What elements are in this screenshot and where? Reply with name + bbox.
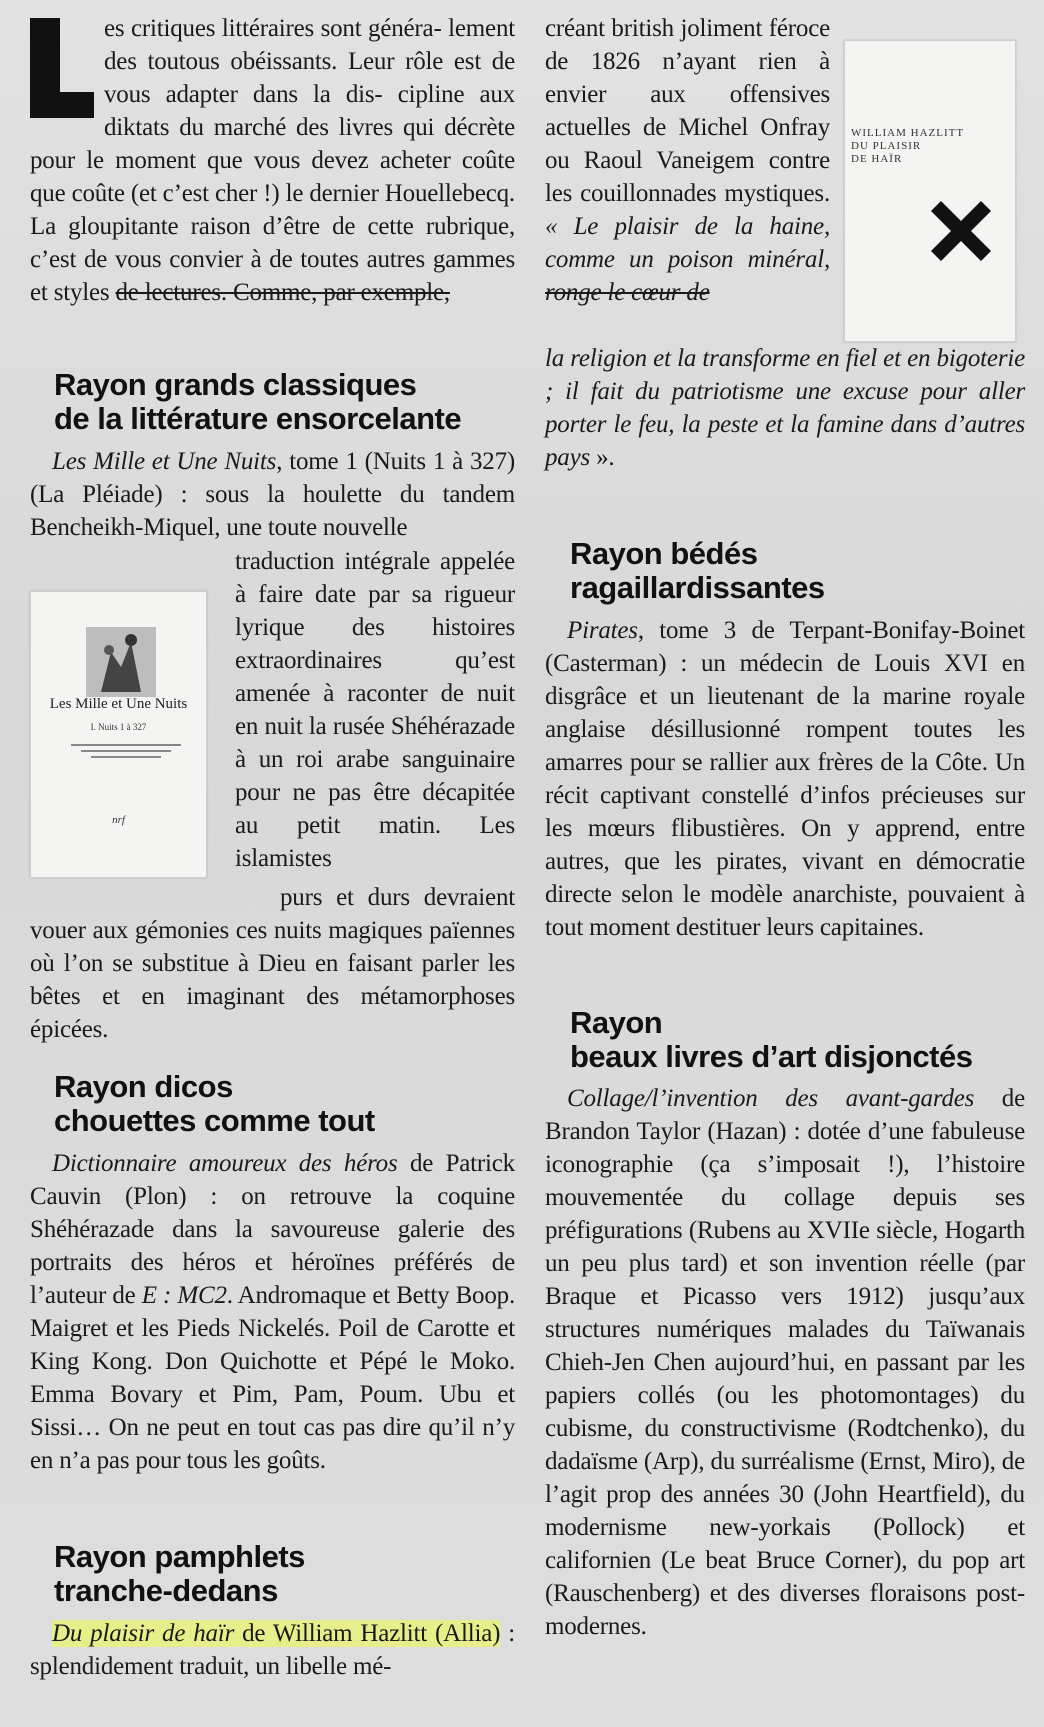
mille-nuits-book-cover <box>30 591 207 878</box>
right-quote-continued: la religion et la transforme en fiel et en bigoterie ; il fait du patriotisme une excuse pour aller porter le feu, la peste et la famine dans d’autres pays ». <box>545 345 1025 471</box>
intro-body: cipline aux diktats du marché des livres qui décrète pour le moment que vous devez acheter coûte que coûte (et c’est cher !) le dernier Houellebecq. La gloupitante raison d’être de cette rubrique, c’est de vous convier à de toutes autres gammes et styles <box>30 81 515 306</box>
section-art-body: Collage/l’invention des avant-gardes de Brandon Taylor (Hazan) : dotée d’une fabuleuse iconographie (ça s’imposait !), l’histoire mouvementée du collage depuis ses préfigurations (Rubens au XVIIe siècle, Hogarth un peu plus tard) et son invention réelle (par Braque et Picasso vers 1912) jusqu’aux structures numériques malades du Taïwanais Chieh-Jen Chen aujourd’hui, en passant par les papiers collés (ou les photomontages) du cubisme, du constructivisme (Rodtchenko), du dadaïsme (Arp), du surréalisme (Ernst, Miro), de l’agit prop des années 30 (John Heartfield), du modernisme new-yorkais (Pollock) et californien (Le beat Bruce Corner), du pop art (Rauschenberg) et des diverses floraisons post-modernes. <box>545 1085 1026 1640</box>
intro-paragraph <box>30 12 515 309</box>
intro-struck-text: de lectures. Comme, par exemple, <box>115 279 450 306</box>
cover-author-title: WILLIAM HAZLITT DU PLAISIR DE HAÏR <box>851 127 965 165</box>
section-dicos-body: Dictionnaire amoureux des héros de Patrick Cauvin (Plon) : on retrouve la coquine Shéhérazade dans la savoureuse galerie des portraits des héros et héroïnes préférés de l’auteur de E : MC2. Andromaque et Betty Boop. Maigret et les Pieds Nickelés. Poil de Carotte et King Kong. Don Quichotte et Pépé le Moko. Emma Bovary et Pim, Pam, Poum. Ubu et Sissi… On ne peut en tout cas pas dire qu’il n’y en n’a pas pour tous les goûts. <box>30 1150 516 1474</box>
right-top-paragraph: créant british joliment féroce de 1826 n’ayant rien à envier aux offensives actuelles de Michel Onfray ou Raoul Vaneigem contre les couillonnades mystiques. « Le plaisir de la haine, comme un poison minéral, ronge le cœur de <box>545 15 830 306</box>
section-heading-pamphlets: Rayon pamphlets tranche-dedans <box>54 1539 305 1608</box>
cover-subtitle: I. Nuits 1 à 327 <box>90 722 147 732</box>
section-heading-bedes: Rayon bédés ragaillardissantes <box>570 536 825 605</box>
hazlitt-book-cover <box>844 40 1016 342</box>
cover-title: Les Mille et Une Nuits <box>49 696 188 712</box>
section-bedes-body: Pirates, tome 3 de Terpant-Bonifay-Boinet (Casterman) : un médecin de Louis XVI en disgrâce et un lieutenant de la marine royale anglaise désillusionné rompent toutes les amarres pour se rallier aux frères de la Côte. Un récit captivant constellé d’infos précieuses sur les mœurs flibustières. On y apprend, entre autres, que les pirates, vivant en démocratie directe selon le modèle anarchiste, pouvaient à tout moment destituer leurs capitaines. <box>545 617 1025 941</box>
section-classiques-body-bottom: purs et durs devraient vouer aux gémonies ces nuits magiques païennes où l’on se substitue à Dieu en faisant parler les bêtes et en imaginant des métamorphoses épicées. <box>30 884 515 1043</box>
intro-line-2: lement des toutous obéissants. Leur <box>104 15 515 75</box>
cover-text-lines <box>71 742 181 762</box>
intro-line-3: rôle est de vous adapter dans la dis- <box>104 48 515 108</box>
section-pamphlets-body: Du plaisir de haïr de William Hazlitt (Allia) : splendidement traduit, un libelle mé- <box>30 1620 515 1680</box>
drop-cap-letter <box>30 18 94 118</box>
section-heading-dicos: Rayon dicos chouettes comme tout <box>54 1069 375 1138</box>
cross-icon <box>921 191 1001 271</box>
section-classiques-body-top: Les Mille et Une Nuits, tome 1 (Nuits 1 à 327) (La Pléiade) : sous la houlette du tandem Bencheikh-Miquel, une toute nouvelle <box>30 448 515 541</box>
cover-publisher: nrf <box>112 814 125 826</box>
book-title: Les Mille et Une Nuits <box>52 448 277 475</box>
section-classiques-body-wrap: traduction intégrale appelée à faire date par sa rigueur lyrique des histoires extraordinaires qu’est amenée à raconter de nuit en nuit la rusée Shéhérazade à un roi arabe sanguinaire pour ne pas être décapitée au petit matin. Les islamistes <box>235 548 515 872</box>
section-heading-art: Rayon beaux livres d’art disjonctés <box>570 1005 973 1074</box>
intro-line-1: es critiques littéraires sont généra- <box>104 15 442 42</box>
section-heading-classiques: Rayon grands classiques de la littérature ensorcelante <box>54 367 462 436</box>
